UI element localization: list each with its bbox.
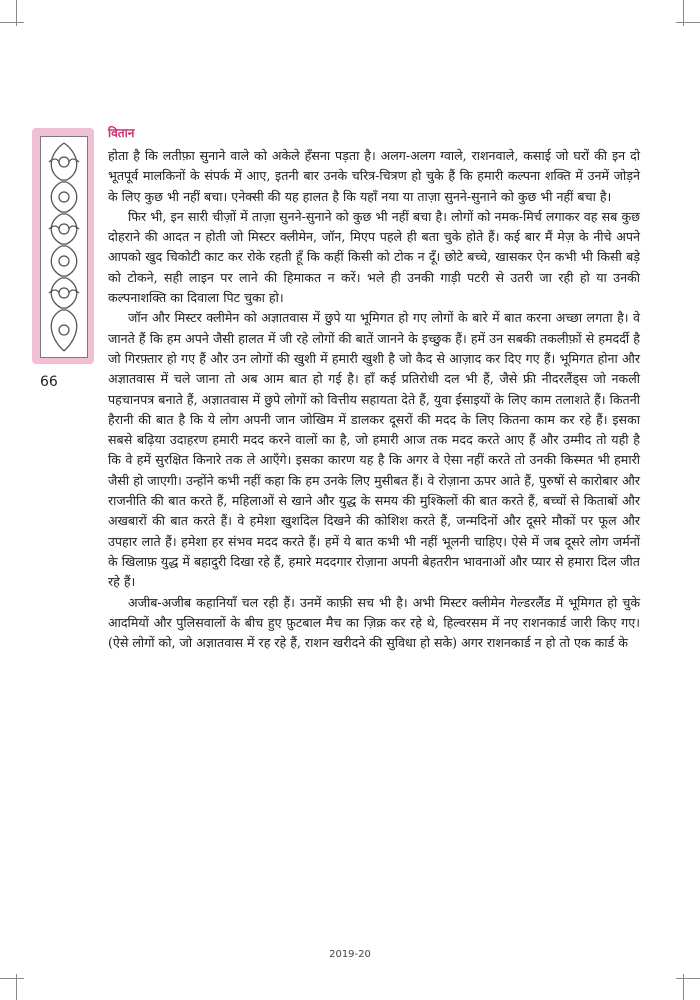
paragraph: होता है कि लतीफ़ा सुनाने वाले को अकेले हँसना पड़ता है। अलग-अलग ग्वाले, राशनवाले, कसाई जो घरों की इन दो भूतपूर्व मालकिनों के संपर्क में आए, इतनी बार उनके चरित्र-चित्रण हो चुके हैं कि हमारी कल्पना शक्ति में उनमें जोड़ने के लिए कुछ भी नहीं बचा। एनेक्सी की यह हालत है कि यहाँ नया या ताज़ा सुनने-सुनाने को कुछ भी नहीं बचा है। <box>108 148 640 204</box>
crop-mark-top-left-h <box>0 22 24 23</box>
paragraph: जॉन और मिस्टर क्लीमेन को अज्ञातवास में छुपे या भूमिगत हो गए लोगों के बारे में बात करना अच्छा लगता है। वे जानते हैं कि हम अपने जैसी हालत में जी रहे लोगों की बातें जानने के इच्छुक हैं। हमें उन सबकी तकलीफ़ों से हमदर्दी है जो गिरफ़्तार हो गए हैं और उन लोगों की खुशी में हमारी खुशी है जो कैद से आज़ाद कर दिए गए हैं। भूमिगत होना और अज्ञातवास में चले जाना तो अब आम बात हो गई है। हाँ कई प्रतिरोधी दल भी हैं, जैसे फ्री नीदरलैंड्स जो नकली पहचानपत्र बनाते हैं, अज्ञातवास में छुपे लोगों को वित्तीय सहायता देते हैं, युवा ईसाइयों के लिए काम तलाशते हैं। कितनी हैरानी की बात है कि ये लोग अपनी जान जोखिम में डालकर दूसरों की मदद के लिए कितना काम कर रहे हैं। इसका सबसे बढ़िया उदाहरण हमारी मदद करने वालों का है, जो हमारी आज तक मदद करते आए हैं और उम्मीद तो यही है कि वे हमें सुरक्षित किनारे तक ले आएँगे। इसका कारण यह है कि अगर वे ऐसा नहीं करते तो उनकी किस्मत भी हमारी जैसी हो जाएगी। उन्होंने कभी नहीं कहा कि हम उनके लिए मुसीबत हैं। वे रोज़ाना ऊपर आते हैं, पुरुषों से कारोबार और राजनीति की बात करते हैं, महिलाओं से खाने और युद्ध के समय की मुश्किलों की बात करते हैं, बच्चों से किताबों और अखबारों की बात करते हैं। वे हमेशा खुशदिल दिखने की कोशिश करते हैं, जन्मदिनों और दूसरे मौकों पर फूल और उपहार लाते हैं। हमेशा हर संभव मदद करते हैं। हमें ये बात कभी भी नहीं भूलनी चाहिए। ऐसे में जब दूसरे लोग जर्मनों के खिलाफ़ युद्ध में बहादुरी दिखा रहे हैं, हमारे मददगार रोज़ाना अपनी बेहतरीन भावनाओं और प्यार से हमारा दिल जीत रहे हैं। <box>108 310 640 590</box>
crop-mark-bottom-left-v <box>16 974 17 1000</box>
paragraph: अजीब-अजीब कहानियाँ चल रही हैं। उनमें काफ़ी सच भी है। अभी मिस्टर क्लीमेन गेल्डरलैंड में भूमिगत हो चुके आदमियों और पुलिसवालों के बीच हुए फ़ुटबाल मैच का ज़िक्र कर रहे थे, हिल्वरसम में नए राशनकार्ड जारी किए गए। (ऐसे लोगों को, जो अज्ञातवास में रह रहे हैं, राशन खरीदने की सुविधा हो सके) अगर राशनकार्ड न हो तो एक कार्ड के <box>108 594 640 651</box>
page-number: 66 <box>40 374 58 390</box>
crop-mark-bottom-left-h <box>0 978 24 979</box>
decorative-border-ornament <box>32 128 94 364</box>
section-header: वितान <box>108 126 135 140</box>
ornament-scroll-panel <box>40 136 88 358</box>
paragraph: फिर भी, इन सारी चीज़ों में ताज़ा सुनने-सुनाने को कुछ भी नहीं बचा है। लोगों को नमक-मिर्च लगाकर वह सब कुछ दोहराने की आदत न होती जो मिस्टर क्लीमेन, जॉन, मिएप पहले ही बता चुके होते हैं। कई बार मैं मेज़ के नीचे अपने आपको खुद चिकोटी काट कर रोके रहती हूँ कि कहीं किसी को टोक न दूँ। छोटे बच्चे, खासकर ऐन कभी भी किसी बड़े को टोकने, सही लाइन पर लाने की हिमाकत न करें। भले ही उनकी गाड़ी पटरी से उतरी जा रही हो या उनकी कल्पनाशक्ति का दिवाला पिट चुका हो। <box>108 208 640 306</box>
floral-scroll-icon <box>41 137 87 357</box>
body-text <box>108 146 640 653</box>
crop-mark-top-right-h <box>676 22 700 23</box>
crop-mark-bottom-right-h <box>676 978 700 979</box>
crop-mark-top-right-v <box>683 0 684 26</box>
footer-year: 2019-20 <box>329 949 371 960</box>
crop-mark-bottom-right-v <box>683 974 684 1000</box>
crop-mark-top-left-v <box>16 0 17 26</box>
